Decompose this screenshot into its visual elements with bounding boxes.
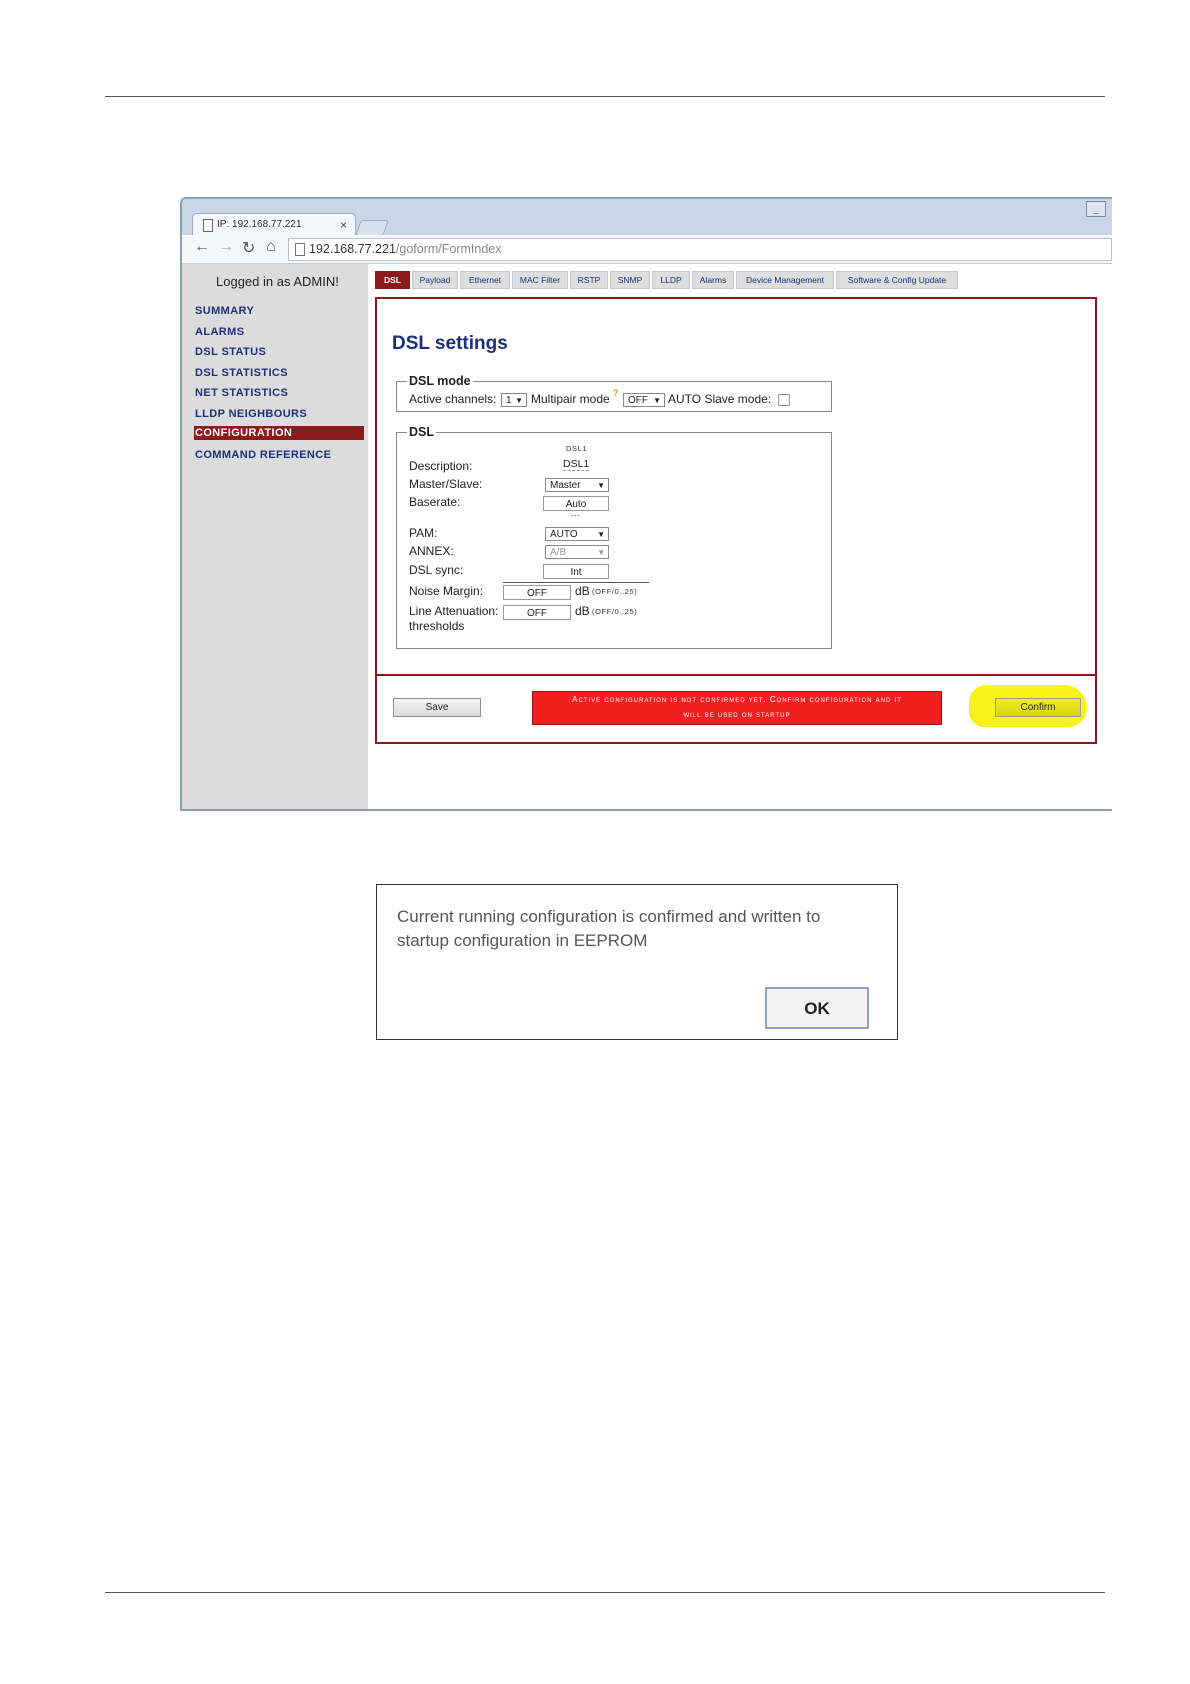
chevron-down-icon: ▼ [597, 548, 605, 557]
address-bar[interactable] [288, 238, 1112, 261]
tab-payload[interactable]: Payload [412, 271, 458, 289]
master-slave-select[interactable]: Master ▼ [545, 478, 609, 492]
reload-icon[interactable]: ↻ [242, 240, 256, 257]
sidebar-item-net-statistics[interactable]: NET STATISTICS [195, 387, 289, 399]
tab-strip [182, 199, 1112, 235]
baserate-note: --- [571, 511, 581, 520]
close-tab-icon[interactable]: × [339, 218, 347, 232]
noise-margin-input[interactable]: OFF [503, 585, 571, 600]
annex-label: ANNEX: [409, 544, 454, 558]
dsl-sync-input[interactable]: Int [543, 564, 609, 579]
tab-rstp[interactable]: RSTP [570, 271, 608, 289]
ok-button[interactable]: OK [765, 987, 869, 1029]
auto-slave-mode-checkbox[interactable] [778, 394, 790, 406]
page-title: DSL settings [392, 333, 508, 354]
tab-ethernet[interactable]: Ethernet [460, 271, 510, 289]
chevron-down-icon: ▼ [515, 396, 523, 405]
chevron-down-icon: ▼ [597, 530, 605, 539]
line-attenuation-input[interactable]: OFF [503, 605, 571, 620]
back-icon[interactable]: ← [194, 238, 210, 255]
browser-tab[interactable] [192, 213, 356, 236]
minimize-icon[interactable]: _ [1086, 201, 1106, 217]
auto-slave-mode-label: AUTO Slave mode: [668, 392, 772, 406]
dialog-message: Current running configuration is confirmed and written to startup configuration in EEPROM [397, 907, 821, 950]
warning-line-1: Active configuration is not confirmed yet. Confirm configuration and it [572, 695, 902, 704]
sidebar-item-summary[interactable]: SUMMARY [195, 305, 255, 317]
page-icon [203, 219, 213, 232]
dsl-settings-panel [375, 297, 1097, 744]
sidebar-item-lldp-neighbours[interactable]: LLDP NEIGHBOURS [195, 407, 308, 420]
browser-window [180, 197, 1112, 811]
active-channels-label: Active channels: [409, 392, 497, 406]
unconfirmed-warning [532, 691, 942, 725]
noise-margin-unit: dB [575, 584, 590, 598]
description-value[interactable]: DSL1 [563, 458, 590, 470]
multipair-mode-select[interactable]: OFF ▼ [623, 393, 665, 407]
sidebar-item-dsl-statistics[interactable]: DSL STATISTICS [195, 366, 288, 379]
annex-select[interactable]: A/B ▼ [545, 545, 609, 559]
tab-software-config-update[interactable]: Software & Config Update [836, 271, 958, 289]
pam-label: PAM: [409, 526, 438, 540]
baserate-input[interactable]: Auto [543, 496, 609, 511]
home-icon[interactable]: ⌂ [266, 238, 276, 255]
logged-in-label: Logged in as ADMIN! [216, 274, 339, 289]
url-text: 192.168.77.221/goform/FormIndex [309, 242, 502, 256]
master-slave-label: Master/Slave: [409, 477, 483, 491]
chevron-down-icon: ▼ [597, 481, 605, 490]
forward-icon[interactable]: → [218, 238, 234, 255]
tab-snmp[interactable]: SNMP [610, 271, 650, 289]
baserate-label: Baserate: [409, 495, 461, 509]
noise-margin-range: (OFF/0..25) [592, 587, 638, 596]
sidebar-item-alarms[interactable]: ALARMS [195, 325, 245, 338]
dsl-sync-label: DSL sync: [409, 563, 464, 577]
sidebar-item-dsl-status[interactable]: DSL STATUS [195, 346, 267, 358]
header-rule [105, 96, 1105, 97]
sidebar-item-configuration[interactable]: CONFIGURATION [194, 426, 364, 440]
panel-divider [377, 674, 1095, 676]
tab-dsl[interactable]: DSL [375, 271, 410, 289]
description-label: Description: [409, 459, 473, 473]
sidebar [182, 264, 368, 809]
line-attenuation-label-2: thresholds [409, 619, 465, 633]
sidebar-item-command-reference[interactable]: COMMAND REFERENCE [195, 449, 332, 461]
line-attenuation-range: (OFF/0..25) [592, 607, 638, 616]
dsl-legend: DSL [409, 425, 434, 439]
help-icon[interactable]: ? [613, 388, 619, 398]
tab-device-management[interactable]: Device Management [736, 271, 834, 289]
pam-select[interactable]: AUTO ▼ [545, 527, 609, 541]
tab-mac-filter[interactable]: MAC Filter [512, 271, 568, 289]
page-viewport [182, 264, 1112, 809]
chevron-down-icon: ▼ [653, 396, 661, 405]
page-icon [295, 243, 305, 256]
line-attenuation-unit: dB [575, 604, 590, 618]
confirm-button[interactable]: Confirm [995, 698, 1081, 717]
browser-tab-title: IP: 192.168.77.221 [217, 219, 302, 230]
tab-lldp[interactable]: LLDP [652, 271, 690, 289]
multipair-mode-label: Multipair mode [531, 392, 610, 406]
dsl1-column-header: DSL1 [566, 444, 588, 453]
footer-rule [105, 1592, 1105, 1593]
main-content [368, 264, 1112, 809]
new-tab-button[interactable] [355, 220, 389, 236]
warning-line-2: will be used on startup [683, 710, 791, 719]
sidebar-menu [194, 302, 364, 467]
active-channels-select[interactable]: 1 ▼ [501, 393, 527, 407]
noise-margin-label: Noise Margin: [409, 584, 484, 598]
line-attenuation-label: Line Attenuation: [409, 604, 499, 618]
browser-toolbar [182, 235, 1112, 264]
separator-line [503, 582, 649, 583]
dsl-mode-legend: DSL mode [409, 374, 471, 388]
tab-alarms[interactable]: Alarms [692, 271, 734, 289]
confirmation-dialog [376, 884, 898, 1040]
save-button[interactable]: Save [393, 698, 481, 717]
